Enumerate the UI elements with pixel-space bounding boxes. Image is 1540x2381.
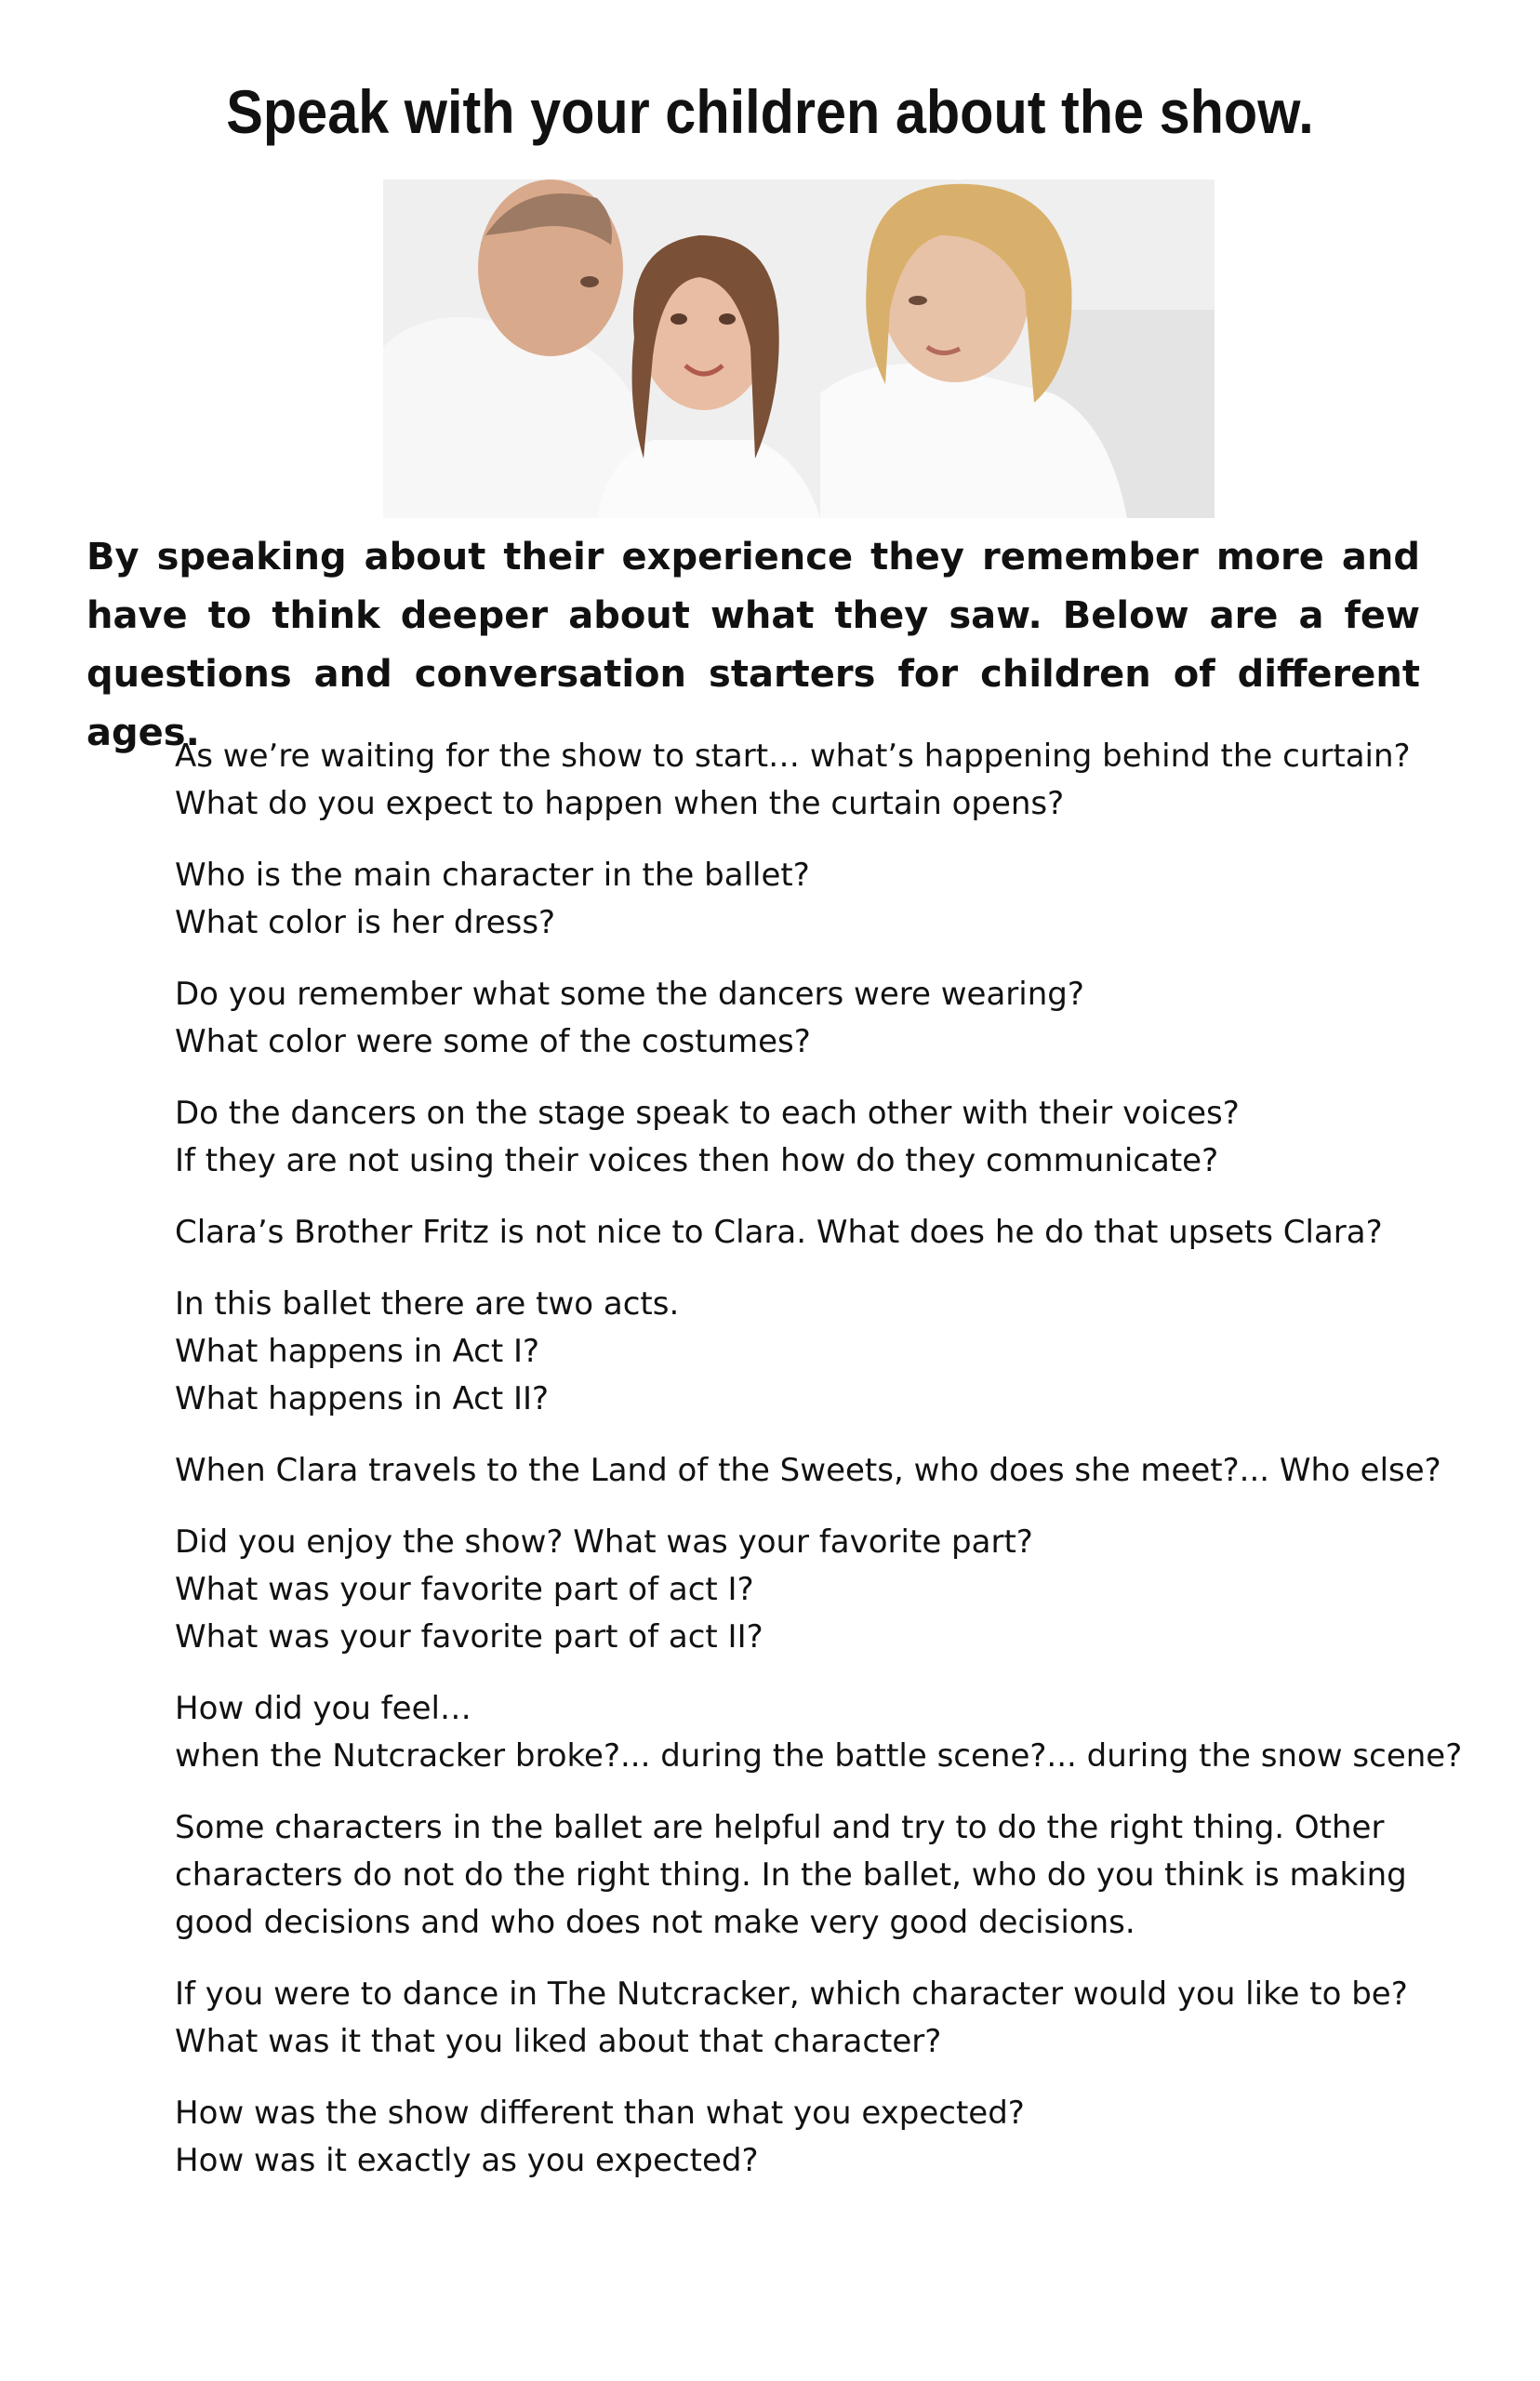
question-line: when the Nutcracker broke?... during the battle scene?... during the snow scene? xyxy=(175,1737,1463,1775)
question-group xyxy=(175,1447,1495,1495)
question-group xyxy=(175,1281,1495,1423)
question-group xyxy=(175,971,1495,1066)
question-line: In this ballet there are two acts. xyxy=(175,1285,680,1323)
question-line: Clara’s Brother Fritz is not nice to Clara. What does he do that upsets Clara? xyxy=(175,1214,1383,1251)
question-line: As we’re waiting for the show to start… what’s happening behind the curtain? xyxy=(175,738,1411,775)
question-line: How did you feel… xyxy=(175,1690,471,1727)
question-line: What happens in Act II? xyxy=(175,1380,550,1417)
question-line: Who is the main character in the ballet? xyxy=(175,857,810,894)
question-line: Did you enjoy the show? What was your favorite part? xyxy=(175,1523,1033,1561)
question-group xyxy=(175,1804,1495,1947)
question-line: What was it that you liked about that character? xyxy=(175,2023,942,2060)
question-line: What was your favorite part of act I? xyxy=(175,1571,754,1608)
question-group xyxy=(175,1090,1495,1185)
question-line: How was the show different than what you expected? xyxy=(175,2095,1025,2132)
question-list xyxy=(175,733,1495,2209)
intro-paragraph: By speaking about their experience they remember more and have to think deeper about what they saw. Below are a few questions and conversation starters for children of different ages. xyxy=(86,536,1420,754)
question-line: Do the dancers on the stage speak to each other with their voices? xyxy=(175,1095,1240,1132)
question-line: When Clara travels to the Land of the Sweets, who does she meet?... Who else? xyxy=(175,1452,1441,1489)
question-group xyxy=(175,1519,1495,1661)
question-line: What color is her dress? xyxy=(175,904,556,941)
question-group xyxy=(175,852,1495,947)
question-line: How was it exactly as you expected? xyxy=(175,2142,759,2179)
question-group xyxy=(175,733,1495,828)
question-line: If they are not using their voices then how do they communicate? xyxy=(175,1142,1219,1179)
question-line: If you were to dance in The Nutcracker, which character would you like to be? xyxy=(175,1975,1408,2013)
question-group xyxy=(175,1971,1495,2066)
question-line: Do you remember what some the dancers were wearing? xyxy=(175,976,1084,1013)
question-line: Some characters in the ballet are helpful and try to do the right thing. Other xyxy=(175,1809,1385,1846)
question-line: What was your favorite part of act II? xyxy=(175,1618,763,1656)
question-group xyxy=(175,1209,1495,1257)
family-photo xyxy=(383,180,1215,518)
question-group xyxy=(175,2090,1495,2185)
question-line: What color were some of the costumes? xyxy=(175,1023,811,1060)
question-line: What happens in Act I? xyxy=(175,1333,540,1370)
question-line: good decisions and who does not make very good decisions. xyxy=(175,1904,1135,1941)
question-group xyxy=(175,1685,1495,1780)
question-line: characters do not do the right thing. In the ballet, who do you think is making xyxy=(175,1856,1407,1894)
page-title: Speak with your children about the show. xyxy=(226,77,1314,146)
question-line: What do you expect to happen when the curtain opens? xyxy=(175,785,1065,822)
